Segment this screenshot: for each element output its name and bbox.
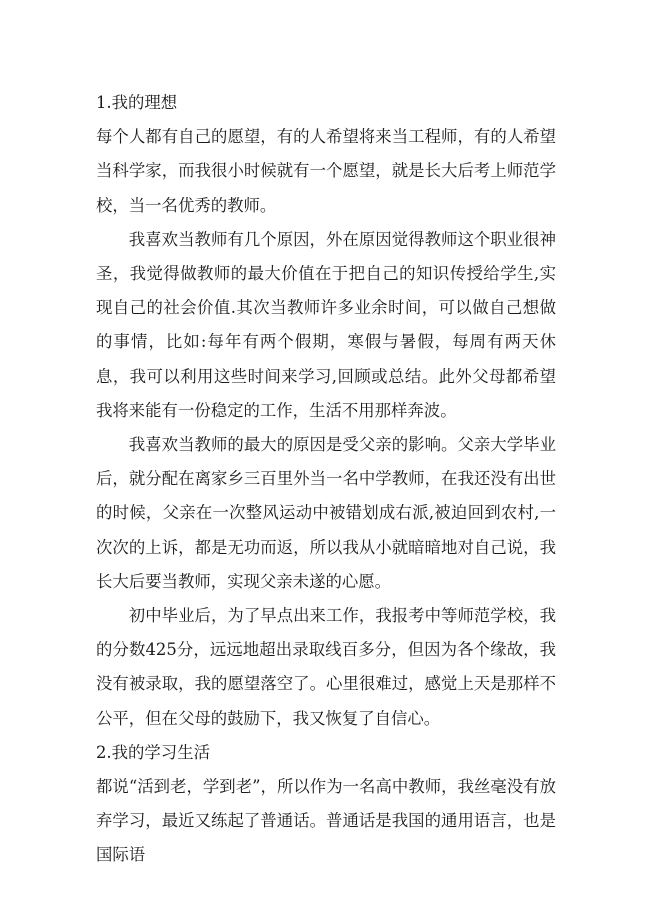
paragraph-1-4: 初中毕业后，为了早点出来工作，我报考中等师范学校，我的分数425分，远远地超出录取线百多分，但因为各个缘故，我没有被录取，我的愿望落空了。心里很难过，感觉上天是那样不公平，但在父母的鼓励下，我又恢复了自信心。 [96, 606, 556, 728]
paragraph-1-2: 我喜欢当教师有几个原因，外在原因觉得教师这个职业很神圣，我觉得做教师的最大价值在于把自己的知识传授给学生,实现自己的社会价值.其次当教师许多业余时间，可以做自己想做的事情，比如:每年有两个假期，寒假与暑假，每周有两天休息，我可以利用这些时间来学习,回顾或总结。此外父母都希望我将来能有一份稳定的工作，生活不用那样奔波。 [96, 229, 556, 420]
paragraph-2-1: 都说“活到老，学到老”，所以作为一名高中教师，我丝毫没有放弃学习，最近又练起了普通话。普通话是我国的通用语言，也是国际语 [96, 777, 556, 865]
document-body [96, 86, 556, 873]
paragraph-1-1: 每个人都有自己的愿望，有的人希望将来当工程师，有的人希望当科学家，而我很小时候就有一个愿望，就是长大后考上师范学校，当一名优秀的教师。 [96, 127, 556, 215]
section-heading-1: 1.我的理想 [96, 93, 178, 112]
paragraph-1-3: 我喜欢当教师的最大的原因是受父亲的影响。父亲大学毕业后，就分配在离家乡三百里外当一名中学教师，在我还没有出世的时候，父亲在一次整风运动中被错划成右派,被迫回到农村,一次次的上诉，都是无功而返，所以我从小就暗暗地对自己说，我长大后要当教师，实现父亲未遂的心愿。 [96, 435, 556, 591]
section-heading-2: 2.我的学习生活 [96, 742, 210, 762]
